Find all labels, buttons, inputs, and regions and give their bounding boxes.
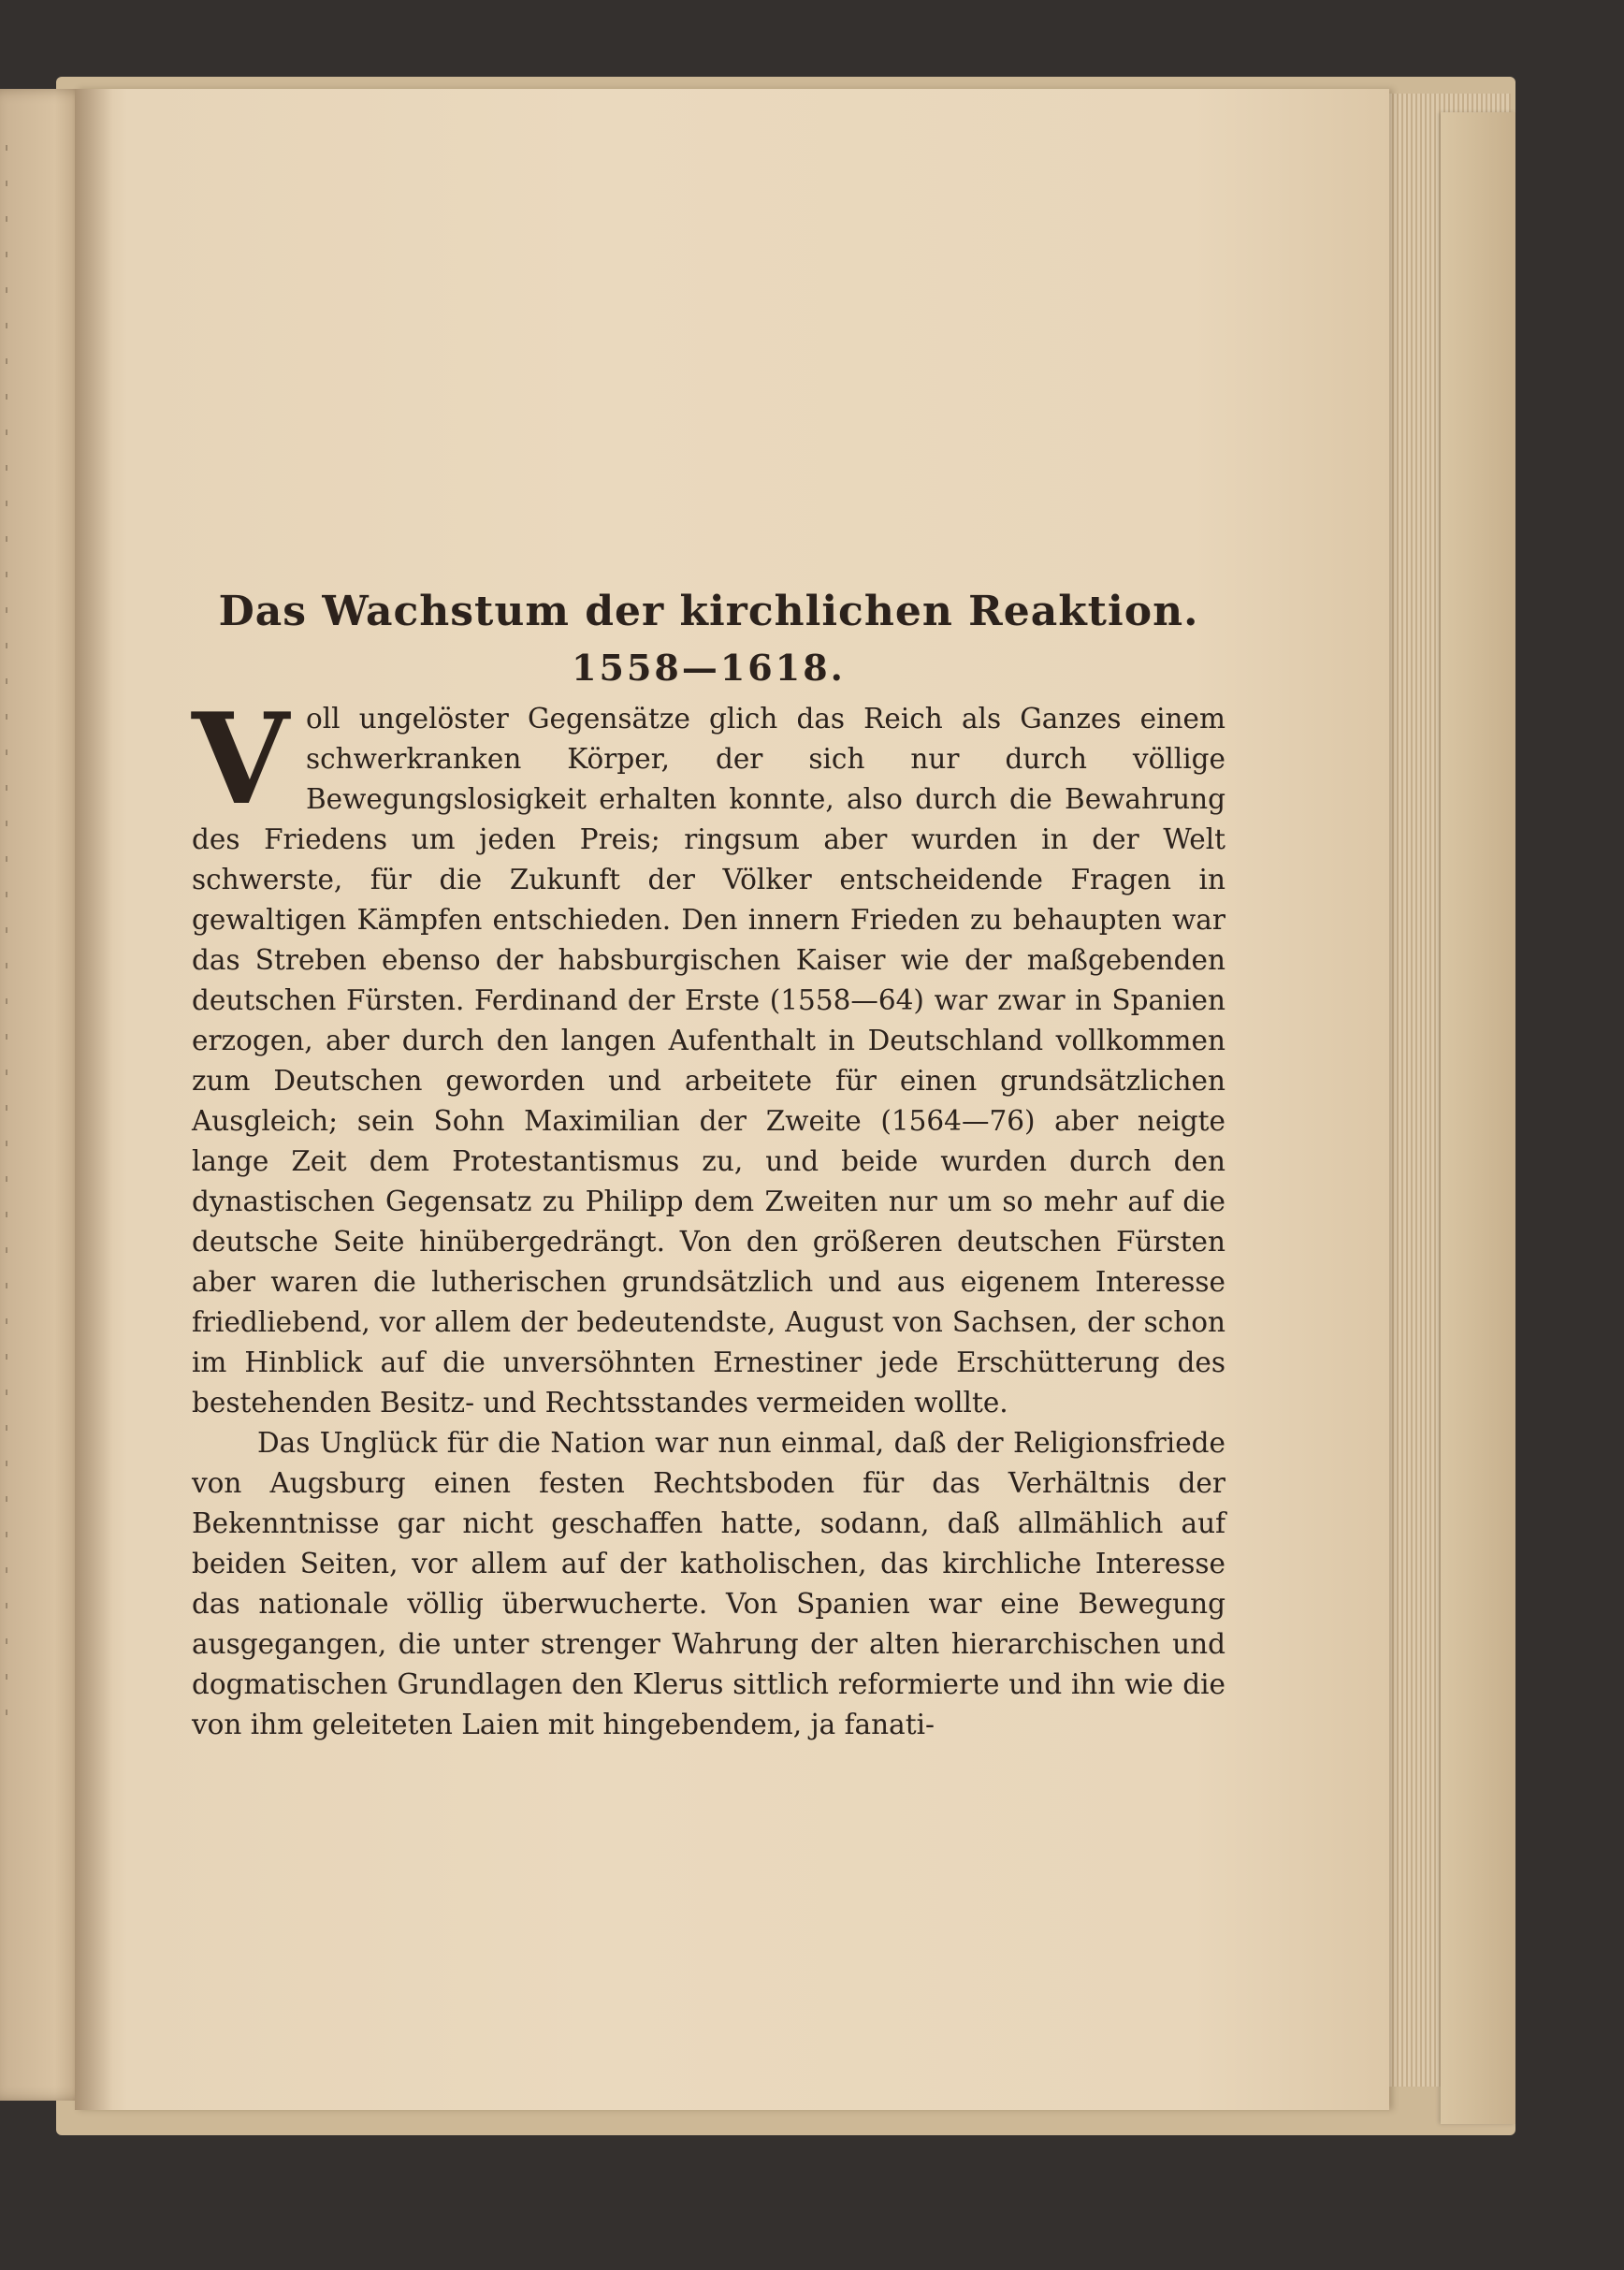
paragraph-2-text: Das Unglück für die Nation war nun einmal, daß der Religionsfriede von Augsburg einen festen Rechtsboden für das Verhältnis der Bekenntnisse gar nicht geschaffen hatte, sodann, daß allmählich auf beiden Seiten, vor allem auf der katholischen, das kirchliche Interesse das nationale völlig überwucherte. Von Spanien war eine Bewegung ausgegangen, die unter strenger Wahrung der alten hierarchischen und dogmatischen Grundlagen den Klerus sittlich reformierte und ihn wie die von ihm geleiteten Laien mit hingebendem, ja fanati- xyxy=(192,1427,1225,1740)
page-text-block xyxy=(192,585,1225,1745)
body-text xyxy=(192,685,1225,1745)
gutter-shadow xyxy=(75,89,112,2110)
paragraph-1-text: oll ungelöster Gegensätze glich das Reich als Ganzes einem schwerkranken Körper, der sich nur durch völlige Bewegungslosigkeit erhalten konnte, also durch die Bewahrung des Friedens um jeden Preis; ringsum aber wurden in der Welt schwerste, für die Zukunft der Völker entscheidende Fragen in gewaltigen Kämpfen entschieden. Den innern Frieden zu behaupten war das Streben ebenso der habsburgischen Kaiser wie der maßgebenden deutschen Fürsten. Ferdinand der Erste (1558—64) war zwar in Spanien erzogen, aber durch den langen Aufenthalt in Deutschland vollkommen zum Deutschen geworden und arbeitete für einen grundsätzlichen Ausgleich; sein Sohn Maximilian der Zweite (1564—76) aber neigte lange Zeit dem Protestantismus zu, und beide wurden durch den dynastischen Gegensatz zu Philipp dem Zweiten nur um so mehr auf die deutsche Seite hinübergedrängt. Von den größeren deutschen Fürsten aber waren die lutherischen grundsätzlich und aus eigenem Interesse friedliebend, vor allem der bedeutendste, August von Sachsen, der schon im Hinblick auf die unversöhnten Ernestiner jede Erschütterung des bestehenden Besitz- und Rechtsstandes vermeiden wollte. xyxy=(192,703,1225,1419)
chapter-years: 1558—1618. xyxy=(572,647,846,689)
paragraph-1 xyxy=(192,685,1225,1423)
drop-cap: V xyxy=(192,685,289,833)
cover-edge xyxy=(1441,112,1515,2124)
paragraph-2 xyxy=(192,1423,1225,1745)
chapter-heading: Das Wachstum der kirchlichen Reaktion. xyxy=(218,588,1199,635)
